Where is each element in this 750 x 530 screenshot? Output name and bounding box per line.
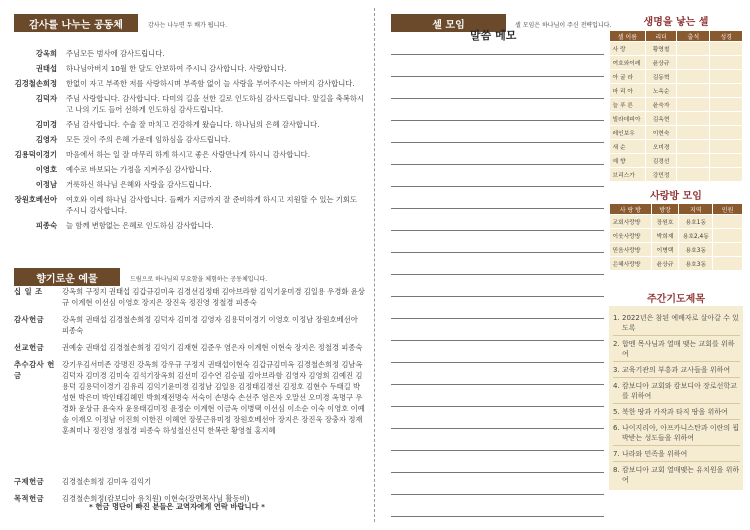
offering-category: 선교헌금	[14, 343, 45, 352]
memo-line	[391, 516, 604, 517]
prayer-text: 캄보디아 교회와 캄보디아 장로선학교를 위하여	[622, 382, 737, 400]
prayer-item	[613, 446, 740, 462]
prayer-text: 교육기관의 부흥과 교사들을 위하여	[622, 366, 731, 374]
cell-name: 마 리 아	[610, 84, 646, 98]
cell-bible	[710, 168, 743, 182]
cell-leader: 노옥순	[645, 84, 677, 98]
thanks-subtitle: 감사는 나누면 두 배가 됩니다.	[148, 22, 228, 29]
cell-attendance	[677, 154, 710, 168]
memo-line	[391, 120, 604, 121]
sarangbang-count	[713, 243, 743, 257]
prayer-item	[613, 378, 740, 404]
memo-line	[391, 472, 604, 473]
prayer-number: 8.	[613, 466, 620, 474]
sarangbang-area: 용호2,4동	[679, 229, 713, 243]
life-col-bible: 성경	[710, 31, 743, 42]
sarangbang-table	[609, 203, 743, 271]
cell-attendance	[677, 140, 710, 154]
sarangbang-leader: 이병택	[651, 243, 679, 257]
cell-header: 셀 모임	[391, 14, 506, 32]
life-col-attend: 출석	[677, 31, 710, 42]
memo-line	[391, 186, 604, 187]
life-cell-row	[610, 70, 743, 84]
sarangbang-title: 사랑방 모임	[650, 191, 702, 202]
life-cell-title: 생명을 낳는 셀	[643, 17, 709, 28]
cell-bible	[710, 84, 743, 98]
thanks-header: 감사를 나누는 공동체	[14, 14, 138, 32]
offering-names: 강기우김서미존 강명진 강옥희 강우규 구정지 권태섭이현숙 김갑규김미옥 김경철손희정 김남옥 김덕자 김미경 김미숙 김석기장옥희 김선미 김수연 김승필 김아브라함 김영자 김영희 김예진 김용덕 김용덕이경기 김유리 김익기윤미경 김정남 김일용 김정태김경선 김정호 김현수 두태길 박성현 박은미 박인태김혜민 박희재전명숙 서숙이 손명숙 손선주 염은자 오말선 오미경 옥명구 우경화 윤상규 윤숙자 윤용태김미정 윤정순 이계현 이금옥 이병택 이선심 이소순 이숙 이영호 이예솔 이재오 이정남 이진희 이한진 이혜연 장봉근유미정 장원호베선아 장지은 장진욱 장충자 정재훈최미나 정진영 정철경 피종숙 하성철신신덕 한복란 황영철 홍지혜	[62, 360, 365, 435]
offering-row	[14, 314, 366, 336]
offering-names: 김경철손희정 김미옥 김익기	[62, 477, 152, 486]
cell-leader: 강민정	[645, 168, 677, 182]
prayer-number: 6.	[613, 424, 620, 432]
cell-attendance	[677, 42, 710, 56]
offering-row	[14, 476, 366, 487]
memo-line	[391, 340, 604, 341]
cell-attendance	[677, 56, 710, 70]
cell-name: 레인보우	[610, 126, 646, 140]
prayer-text: 합멘 목사님과 열매 맺는 교회를 위하여	[622, 340, 735, 358]
cell-bible	[710, 98, 743, 112]
memo-line	[391, 98, 604, 99]
prayer-item	[613, 336, 740, 362]
cell-leader: 오미경	[645, 140, 677, 154]
cell-leader: 이현숙	[645, 126, 677, 140]
prayer-text: 캄보디아 교회 열매맺는 유치원을 위하여	[622, 466, 740, 484]
cell-name: 빌라데피아	[610, 112, 646, 126]
prayer-item	[613, 462, 740, 487]
life-cell-row	[610, 168, 743, 182]
memo-line	[391, 54, 604, 55]
prayer-item	[613, 420, 740, 446]
sarang-col-area: 지역	[679, 204, 713, 215]
thanks-item	[14, 134, 366, 145]
thanks-name: 김영자	[35, 135, 57, 144]
life-cell-row	[610, 154, 743, 168]
cell-attendance	[677, 70, 710, 84]
sarang-col-count: 인원	[713, 204, 743, 215]
memo-title: 말씀 메모	[470, 29, 517, 42]
offering-note: * 헌금 명단이 빠진 분들은 교역자에게 연락 바랍니다 *	[89, 502, 265, 511]
sarangbang-row	[610, 257, 743, 271]
sarangbang-leader: 장원호	[651, 215, 679, 229]
cell-attendance	[677, 126, 710, 140]
cell-name: 예 향	[610, 154, 646, 168]
cell-name: 브리스가	[610, 168, 646, 182]
prayer-number: 3.	[613, 366, 620, 374]
offering-category: 감사헌금	[14, 315, 45, 324]
life-cell-row	[610, 84, 743, 98]
cell-bible	[710, 42, 743, 56]
thanks-name: 이영호	[35, 165, 57, 174]
cell-bible	[710, 140, 743, 154]
prayer-list	[609, 306, 743, 490]
thanks-text: 늘 함께 변함없는 은혜로 인도하심 감사합니다.	[66, 221, 214, 230]
offering-row	[14, 359, 366, 436]
life-cell-row	[610, 140, 743, 154]
sarangbang-area: 용호3동	[679, 243, 713, 257]
thanks-list	[14, 48, 366, 235]
life-col-name: 셀 이름	[610, 31, 646, 42]
prayer-item	[613, 362, 740, 378]
thanks-name: 김경철손희정	[14, 79, 57, 88]
offering-subtitle: 드림으로 하나님의 부요함을 체험하는 공동체입니다.	[130, 276, 268, 283]
cell-leader: 윤상규	[645, 56, 677, 70]
life-col-leader: 리더	[645, 31, 677, 42]
prayer-text: 2022년은 참된 예배자로 살아갈 수 있도록	[622, 314, 739, 332]
prayer-text: 북한 땅과 카작과 타직 땅을 위하여	[622, 408, 728, 416]
thanks-text: 모든 것이 주의 은혜 가운데 임하심을 감사드립니다.	[66, 135, 231, 144]
cell-name: 사 랑	[610, 42, 646, 56]
offering-category: 추수감사 헌 금	[14, 360, 55, 380]
sarang-col-name: 사 랑 방	[610, 204, 652, 215]
thanks-name: 김용덕이경기	[14, 150, 57, 159]
thanks-item	[14, 220, 366, 231]
memo-line	[391, 406, 604, 407]
life-cell-row	[610, 112, 743, 126]
offering-category: 십 일 조	[14, 287, 43, 296]
cell-name: 늘 푸 른	[610, 98, 646, 112]
prayer-number: 2.	[613, 340, 620, 348]
offering-names: 강옥희 구정지 권태섭 김갑규김미옥 김경선김정태 김아브라함 김익기윤미경 김일용 우경화 윤상규 이계현 이선심 이영호 장지은 장진욱 정진영 정철경 피종숙	[62, 287, 365, 307]
memo-line	[391, 208, 604, 209]
cell-bible	[710, 56, 743, 70]
cell-bible	[710, 70, 743, 84]
cell-leader: 김경선	[645, 154, 677, 168]
sarangbang-count	[713, 215, 743, 229]
offering-category: 목적헌금	[14, 494, 45, 503]
cell-leader: 김옥현	[645, 112, 677, 126]
memo-line	[391, 274, 604, 275]
cell-bible	[710, 112, 743, 126]
sarangbang-name: 이웃사랑방	[610, 229, 652, 243]
offering-names: 권예숭 권태섭 김경철손희정 김익기 김재현 김준우 염은자 이계현 이현숙 장지은 정철경 피종숙	[62, 343, 363, 352]
cell-attendance	[677, 98, 710, 112]
cell-name: 새 순	[610, 140, 646, 154]
prayer-text: 나이지리아, 아프카니스탄과 이란의 핍박받는 성도들을 위하여	[622, 424, 740, 442]
sarang-col-leader: 방장	[651, 204, 679, 215]
cell-attendance	[677, 168, 710, 182]
prayer-number: 5.	[613, 408, 620, 416]
prayer-item	[613, 404, 740, 420]
prayer-number: 1.	[613, 314, 620, 322]
thanks-item	[14, 48, 366, 59]
thanks-item	[14, 78, 366, 89]
cell-name: 여호와이레	[610, 56, 646, 70]
offering-names: 강옥희 권태섭 김경철손희정 김덕자 김미경 김영자 김용덕이경기 이영호 이정남 장원호베선아 피종숙	[62, 315, 358, 335]
sarangbang-leader: 박희재	[651, 229, 679, 243]
cell-leader: 황영철	[645, 42, 677, 56]
cell-attendance	[677, 112, 710, 126]
thanks-item	[14, 164, 366, 175]
thanks-text: 한없이 자고 부족한 저를 사랑하시며 부족함 없이 늘 사랑을 부어주시는 아버지 감사합니다.	[66, 79, 355, 88]
memo-line	[391, 494, 604, 495]
thanks-text: 여호와 이레 하나님 감사합니다. 들째가 지금까지 잘 준비하게 하시고 지원할 수 있는 기회도 주시니 감사합니다.	[66, 195, 357, 215]
thanks-text: 마음에서 하는 일 잘 마무리 하게 하시고 좋은 사람만나게 하시니 감사합니다.	[66, 150, 311, 159]
thanks-text: 주님 감사합니다. 수술 잘 마치고 건강하게 왔습니다. 하나님의 은혜 감사합니다.	[66, 120, 320, 129]
memo-line	[391, 384, 604, 385]
sarangbang-name: 믿음사랑방	[610, 243, 652, 257]
memo-line	[391, 428, 604, 429]
cell-bible	[710, 154, 743, 168]
memo-line	[391, 230, 604, 231]
offering-list	[14, 286, 366, 510]
memo-line	[391, 142, 604, 143]
thanks-name: 이정남	[35, 180, 57, 189]
sarangbang-area: 용호1동	[679, 215, 713, 229]
prayer-number: 4.	[613, 382, 620, 390]
prayer-title: 주간기도제목	[647, 294, 705, 305]
offering-category: 구제헌금	[14, 477, 45, 486]
offering-row	[14, 286, 366, 308]
thanks-text: 거룩하신 하나님 은혜와 사랑을 감사드립니다.	[66, 180, 212, 189]
prayer-item	[613, 310, 740, 336]
thanks-text: 하나님아버지 10월 한 달도 안보하여 주시니 감사합니다. 사랑합니다.	[66, 64, 287, 73]
thanks-item	[14, 194, 366, 216]
thanks-item	[14, 179, 366, 190]
sarangbang-name: 은혜사랑방	[610, 257, 652, 271]
sarangbang-leader: 윤상규	[651, 257, 679, 271]
thanks-name: 김미경	[35, 120, 57, 129]
thanks-text: 예수로 바보되는 가정을 지켜주심 감사합니다.	[66, 165, 212, 174]
life-cell-row	[610, 42, 743, 56]
memo-line	[391, 164, 604, 165]
cell-leader: 김동혁	[645, 70, 677, 84]
life-cell-row	[610, 126, 743, 140]
thanks-item	[14, 93, 366, 115]
thanks-name: 장원호베선아	[14, 195, 57, 204]
prayer-text: 나라와 민족을 위하여	[622, 450, 688, 458]
thanks-name: 권태섭	[35, 64, 57, 73]
cell-name: 아 굴 라	[610, 70, 646, 84]
life-cell-row	[610, 98, 743, 112]
thanks-text: 주님모든 범사에 감사드립니다.	[66, 49, 165, 58]
thanks-item	[14, 149, 366, 160]
sarangbang-count	[713, 257, 743, 271]
thanks-name: 피종숙	[35, 221, 57, 230]
offering-header: 향기로운 예물	[14, 268, 120, 286]
sarangbang-count	[713, 229, 743, 243]
memo-line	[391, 296, 604, 297]
memo-line	[391, 252, 604, 253]
thanks-text: 주님 사랑합니다. 감사합니다. 다미의 길을 선한 길로 인도하심 감사드립니다. 앞길을 축복하시고 나의 기도 들어 선하게 인도하심 감사드립니다.	[66, 94, 365, 114]
life-cell-table	[609, 30, 743, 182]
sarangbang-row	[610, 215, 743, 229]
offering-row	[14, 342, 366, 353]
memo-line	[391, 318, 604, 319]
memo-line	[391, 362, 604, 363]
page-fold-divider	[374, 8, 375, 522]
sarangbang-area: 용호3동	[679, 257, 713, 271]
offering-names: 김경철손희정(캄보디아 유치원) 이현숙(장면목사님 활동비)	[62, 494, 250, 503]
sarangbang-name: 교회사랑방	[610, 215, 652, 229]
sarangbang-row	[610, 243, 743, 257]
cell-attendance	[677, 84, 710, 98]
thanks-name: 김덕자	[35, 94, 57, 103]
sarangbang-row	[610, 229, 743, 243]
cell-bible	[710, 126, 743, 140]
memo-line	[391, 450, 604, 451]
thanks-item	[14, 119, 366, 130]
life-cell-row	[610, 56, 743, 70]
thanks-name: 강옥희	[35, 49, 57, 58]
cell-leader: 윤숙자	[645, 98, 677, 112]
cell-subtitle: 셀 모임은 하나님이 주신 전략입니다.	[515, 22, 612, 29]
prayer-number: 7.	[613, 450, 620, 458]
thanks-item	[14, 63, 366, 74]
memo-line	[391, 76, 604, 77]
